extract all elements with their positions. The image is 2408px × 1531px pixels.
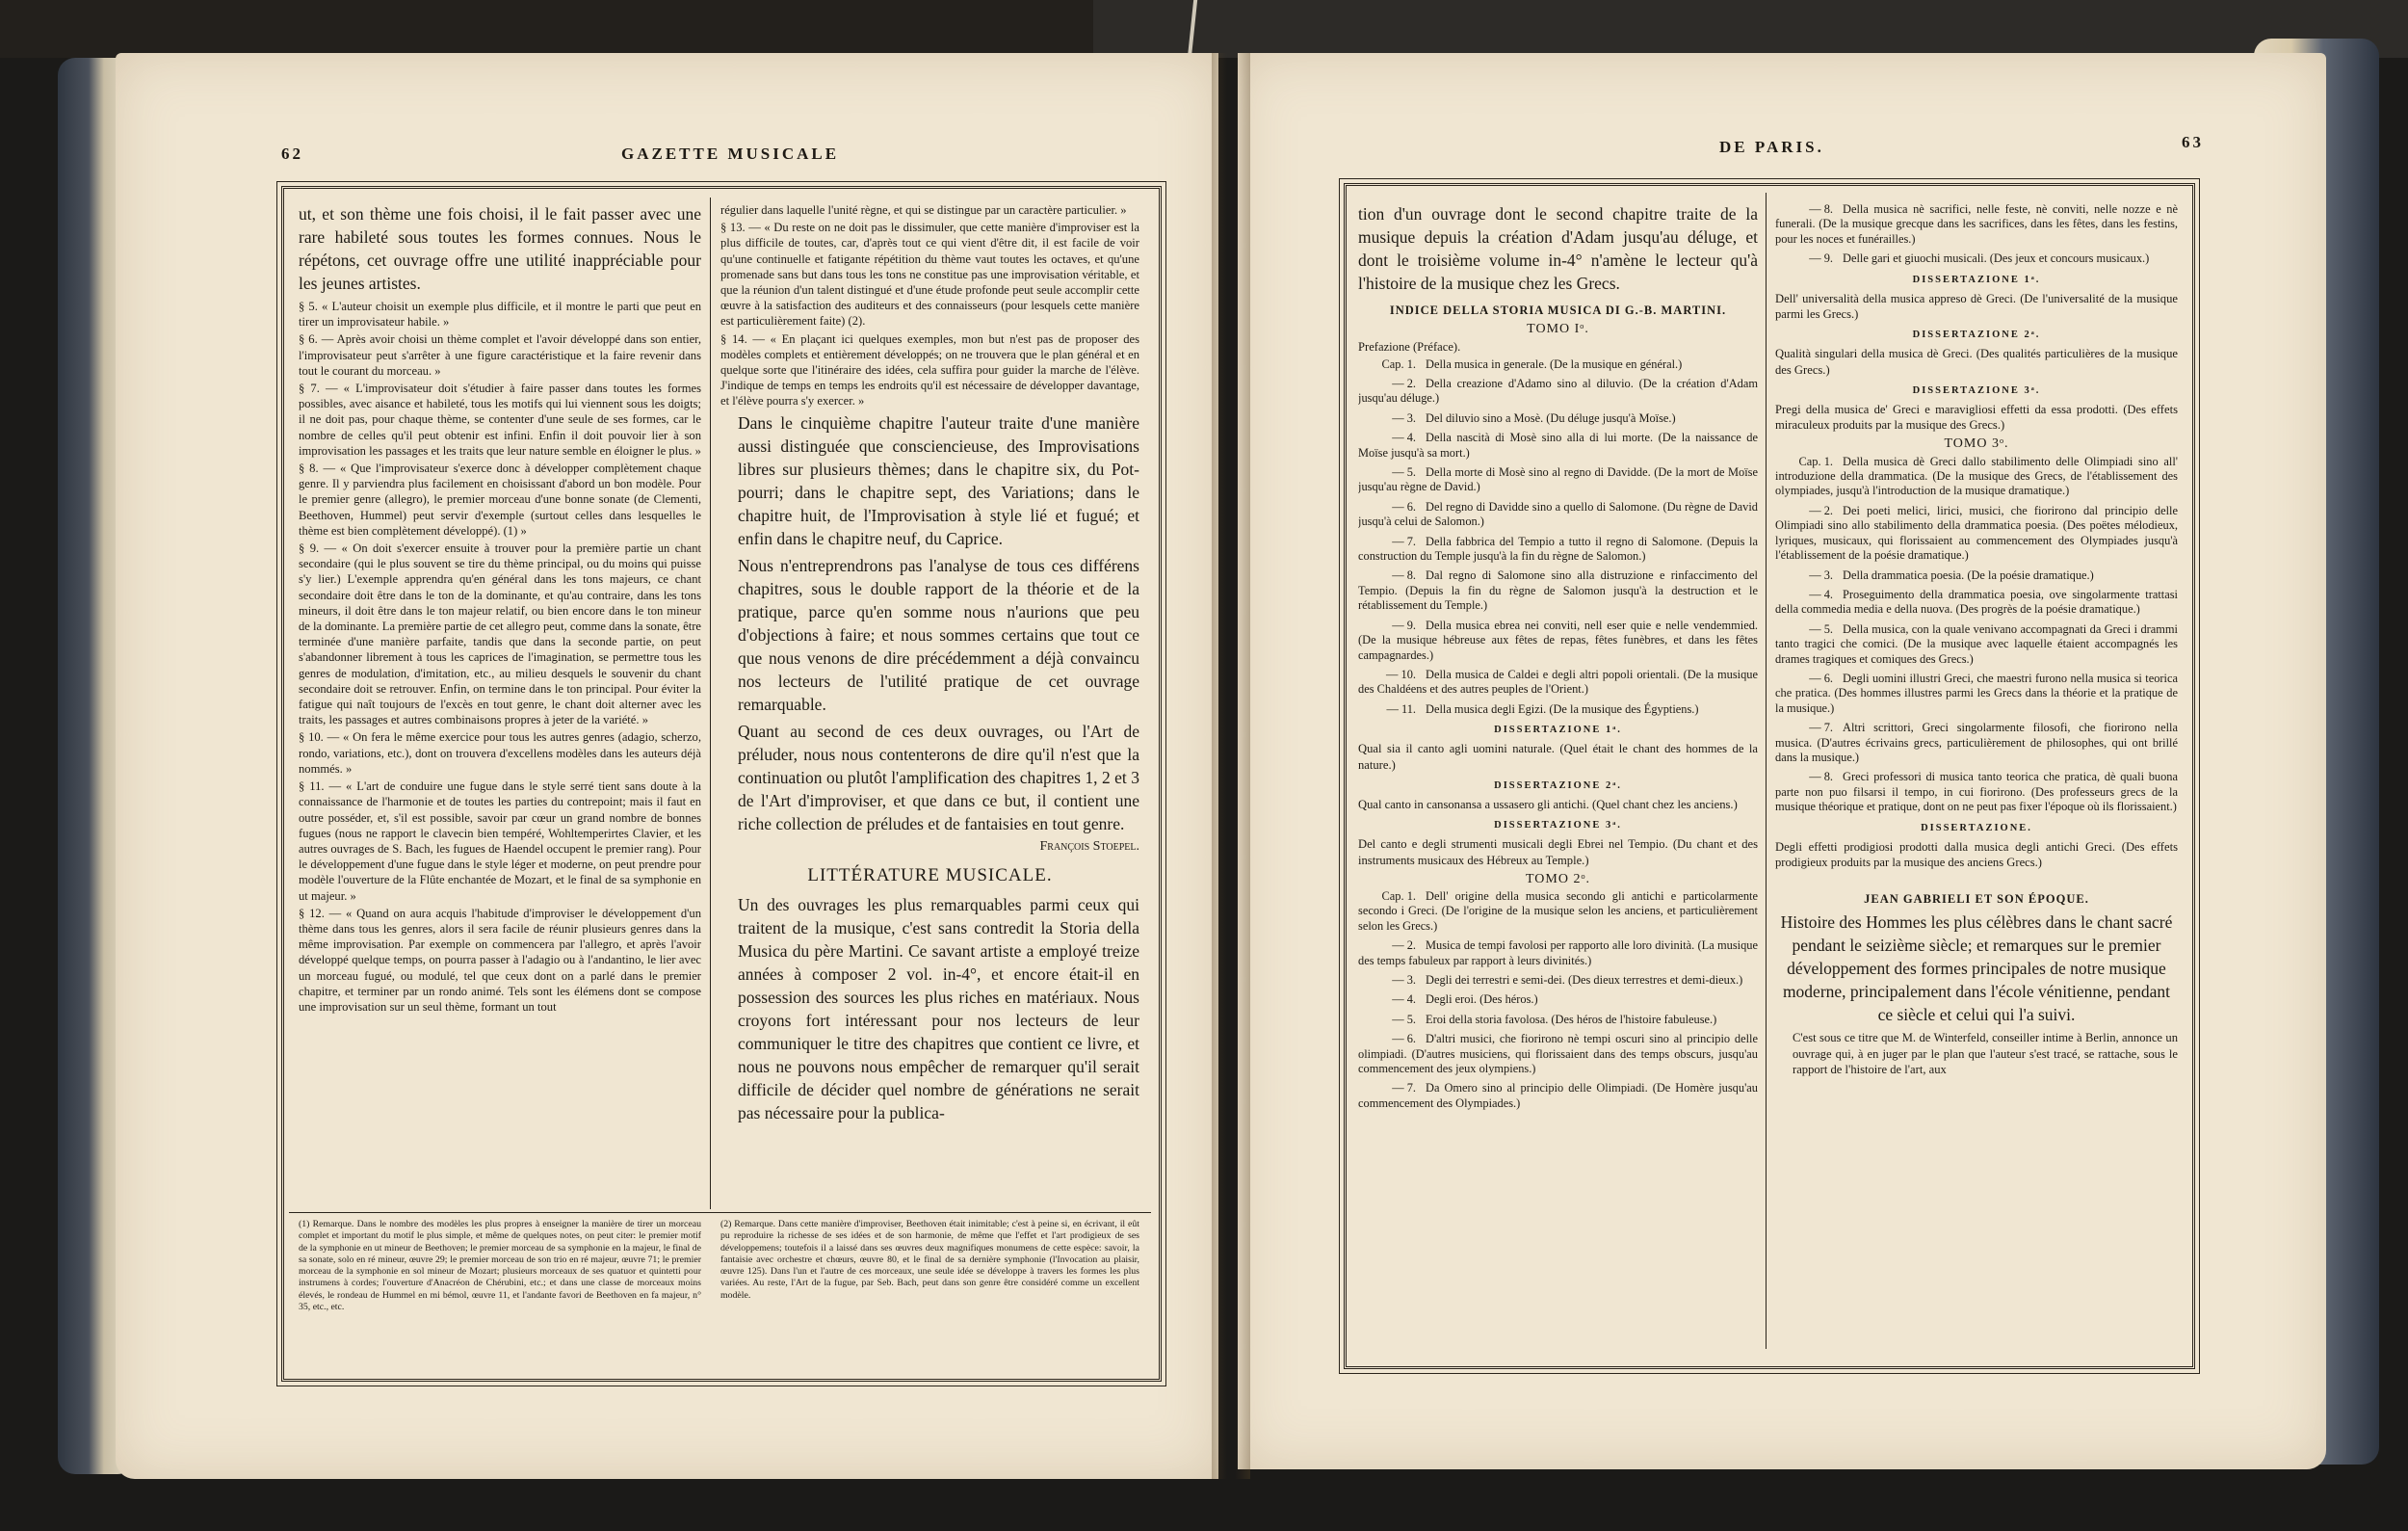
paragraph: Dans le cinquième chapitre l'auteur traite d'une manière aussi distinguée que consciencieuse, des Improvisations libres sur plusieurs thèmes; dans le chapitre six, du Pot-pourri; dans le chapitre sept, des Variations; dans le chapitre huit, de l'Improvisation à style lié et fugué; et enfin dans le chapitre neuf, du Caprice. bbox=[738, 412, 1139, 548]
entry-label: — 2. bbox=[1392, 938, 1416, 953]
index-entry bbox=[1358, 668, 1758, 698]
paragraph: Histoire des Hommes les plus célèbres dans le chant sacré pendant le seizième siècle; et remarques sur le premier développement des formes principales de notre musique moderne, principalement dans l'école vénitienne, pendant ce siècle et celui qui l'a suivi. bbox=[1780, 912, 2173, 1025]
index-entry bbox=[1358, 619, 1758, 663]
entry-label: — 8. bbox=[1809, 202, 1833, 216]
entry-label: — 6. bbox=[1809, 671, 1833, 685]
paragraph: § 11. — « L'art de conduire une fugue dans le style serré tient sans doute à la connaissance de l'harmonie et de toutes les parties du contrepoint; mais il faut en outre posséder, et, s'il est possible, savoir par cœur un grand nombre de bonnes fugues (nous ne rapport le clavecin bien tempéré, Wohltemperirtes Clavier, et les autres ouvrages de S. Bach, les fugues de Haendel occupent le premier rang). Pour le développement d'une fugue dans le style léger et moderne, on peut prendre pour modèle l'ouverture de la Flûte enchantée de Mozart, et le final de sa symphonie en ut majeur. » bbox=[299, 779, 701, 903]
paragraph: § 12. — « Quand on aura acquis l'habitude d'improviser le développement d'un thème dans tous les genres, alors il sera facile de réunir plusieurs genres dans la même improvisation. Par exemple on commencera par l'allegro, et après l'avoir développé quelque temps, on pourra passer à l'adagio ou à l'andantino, le lier avec un morceau fugué, ou modulé, tel que ceux dont on a parlé dans le premier chapitre, et terminer par un rondo animé. Tels sont les élémens dont se compose une improvisation sur un seul thème, formant un tout bbox=[299, 906, 701, 1014]
entry-text: Del diluvio sino a Mosè. (Du déluge jusqu'à Moïse.) bbox=[1426, 410, 1676, 425]
right-page-number: 63 bbox=[2182, 133, 2204, 151]
entry-text: Della musica dè Greci dallo stabilimento delle Olimpiadi sino all' introduzione della drammatica. (De la musique des Grecs, de l'établissement des olympiades, jusqu'à l'introduction de la musique dramatique.) bbox=[1775, 454, 2178, 498]
dissertazione-heading: DISSERTAZIONE 2ᵃ. bbox=[1912, 330, 2041, 341]
entry-text: Della musica ebrea nei conviti, nell eser quie e nelle vendemmied. (De la musique hébreuse aux fêtes de repas, fêtes funèbres, et dans les fêtes campagnardes.) bbox=[1358, 618, 1758, 662]
entry-text: Della morte di Mosè sino al regno di Davidde. (De la mort de Moïse jusqu'au règne de David.) bbox=[1358, 465, 1758, 494]
dissertazione-text: Qual canto in cansonansa a ussasero gli antichi. (Quel chant chez les anciens.) bbox=[1358, 797, 1738, 811]
right-column-1 bbox=[1358, 202, 1758, 1354]
left-page-number: 62 bbox=[281, 145, 303, 163]
entry-label: — 4. bbox=[1809, 587, 1833, 601]
paragraph: Un des ouvrages les plus remarquables parmi ceux qui traitent de la musique, c'est sans contredit la Storia della Musica du père Martini. Ce savant artiste a employé treize années à composer 2 vol. in-4°, et encore était-il en possession des sources les plus riches en matériaux. Nous croyons fort intéressant pour nos lecteurs de leur communiquer le titre des chapitres que contient ce livre, et nous ne pouvons nous empêcher de remarquer qu'il serait difficile de décider quel nombre de générations ne serait pas nécessaire pour la publica- bbox=[738, 895, 1139, 1123]
left-column-2 bbox=[720, 202, 1139, 1204]
index-entry bbox=[1775, 568, 2178, 583]
book-gutter bbox=[1212, 53, 1250, 1479]
paragraph: § 9. — « On doit s'exercer ensuite à trouver pour la première partie un chant secondaire (qui le plus souvent se tire du thème principal, ou du moins qui puisse s'y lier.) L'exemple apprendra qu'en général dans les tons majeurs, ce chant secondaire doit être dans le ton de la dominante, et qu'au contraire, dans les tons mineurs, il doit être dans le ton majeur relatif, ou bien encore dans le ton mineur de la dominante. La première partie de cet allegro peut, comme dans la sonate, être terminée d'une manière parfaite, tandis que dans la seconde partie, on peut s'abandonner librement à tous les caprices de l'imagination, se permettre tous les genres de modulation, d'imitation, etc., au milieu desquels le souvenir du chant secondaire doit se retrouver. Enfin, on termine dans le ton principal. Pour éviter la fatigue qui naît toujours de l'excès en tout genre, le chant doit alterner avec les traits, les passages et autres combinaisons propres à jeter de la variété. » bbox=[299, 541, 701, 727]
right-col1-lead: tion d'un ouvrage dont le second chapitre traite de la musique depuis la création d'Adam jusqu'au déluge, et dont le troisième volume in-4° n'amène le lecteur qu'à l'histoire de la musique chez les Grecs. bbox=[1358, 204, 1758, 293]
left-footnote-1 bbox=[299, 1219, 701, 1339]
index-entry bbox=[1775, 588, 2178, 618]
index-entry bbox=[1775, 672, 2178, 716]
index-entry bbox=[1358, 377, 1758, 407]
section-title-litterature: LITTÉRATURE MUSICALE. bbox=[807, 864, 1053, 885]
entry-text: Degli eroi. (Des héros.) bbox=[1426, 992, 1538, 1007]
right-column-2 bbox=[1775, 202, 2178, 1354]
dark-backdrop-right bbox=[1093, 0, 2408, 58]
index-entry bbox=[1358, 973, 1758, 988]
dissertazione-heading: DISSERTAZIONE 1ᵃ. bbox=[1494, 725, 1622, 736]
left-running-head: GAZETTE MUSICALE bbox=[621, 145, 840, 163]
index-entry bbox=[1775, 721, 2178, 765]
tomo-heading: TOMO Iᵒ. bbox=[1527, 322, 1589, 337]
tomo-heading: TOMO 3ᵒ. bbox=[1944, 436, 2009, 452]
entry-label: Cap. 1. bbox=[1798, 454, 1833, 468]
entry-text: Della musica de Caldei e degli altri popoli orientali. (De la musique des Chaldéens et des autres peuples de l'Orient.) bbox=[1358, 667, 1758, 697]
index-entry bbox=[1358, 1032, 1758, 1076]
entry-label: — 2. bbox=[1809, 503, 1833, 517]
entry-text: Dell' origine della musica secondo gli antichi e particolarmente secondo i Greci. (De l'origine de la musique selon les anciens, et particulièrement selon les Grecs.) bbox=[1358, 888, 1758, 933]
dissertazione-text: Qualità singulari della musica dè Greci. (Des qualités particulières de la musique des Grecs.) bbox=[1775, 347, 2178, 377]
entry-text: Della musica degli Egizi. (De la musique des Égyptiens.) bbox=[1426, 701, 1699, 716]
entry-label: — 6. bbox=[1392, 499, 1416, 514]
dissertazione-text: Qual sia il canto agli uomini naturale. (Quel était le chant des hommes de la nature.) bbox=[1358, 742, 1758, 772]
dissertazione-text: Del canto e degli strumenti musicali degli Ebrei nel Tempio. (Du chant et des instruments musicaux des Hébreux au Temple.) bbox=[1358, 837, 1758, 867]
entry-label: — 5. bbox=[1392, 1012, 1416, 1026]
entry-text: Della creazione d'Adamo sino al diluvio. (De la création d'Adam jusqu'au déluge.) bbox=[1358, 377, 1758, 406]
entry-text: Eroi della storia favolosa. (Des héros de l'histoire fabuleuse.) bbox=[1426, 1012, 1717, 1026]
entry-label: — 9. bbox=[1392, 618, 1416, 632]
entry-text: Della fabbrica del Tempio a tutto il regno di Salomone. (Depuis la construction du Temple jusqu'à la fin du règne de Salomon.) bbox=[1358, 534, 1758, 564]
index-entry bbox=[1775, 455, 2178, 499]
entry-text: Della drammatica poesia. (De la poésie dramatique.) bbox=[1843, 568, 2094, 582]
paragraph: § 10. — « On fera le même exercice pour tous les autres genres (adagio, scherzo, rondo, variations, etc.), dont on trouvera d'excellens modèles dans les auteurs déjà nommés. » bbox=[299, 730, 701, 776]
entry-text: Proseguimento della drammatica poesia, ove singolarmente trattasi della commedia media e della nuova. (Des progrès de la poésie dramatique.) bbox=[1775, 587, 2178, 617]
entry-text: Dei poeti melici, lirici, musici, che fiorirono dal principio delle Olimpiadi sino allo stabilimento della drammatica poesia. (Des poëtes mélodieux, lyriques, musicaux, qui florissaient au commencement des Olympiades jusqu'à l'établissement de la poésie dramatique.) bbox=[1775, 503, 2178, 563]
entry-label: — 8. bbox=[1809, 770, 1833, 784]
right-column-divider bbox=[1766, 193, 1767, 1349]
paragraph: § 14. — « En plaçant ici quelques exemples, mon but n'est pas de proposer des modèles complets et entièrement développés; on ne trouvera que le plan général et en quelque sorte que l'itinéraire des idées, cela suffira pour guider la marche de l'élève. J'indique de temps en temps les endroits qu'il est nécessaire de développer davantage, et l'élève pourra s'y exercer. » bbox=[720, 331, 1139, 409]
index-entry bbox=[1358, 357, 1758, 372]
paragraph: § 5. « L'auteur choisit un exemple plus difficile, et il montre le parti que peut en tirer un improvisateur habile. » bbox=[299, 300, 701, 330]
entry-text: Musica de tempi favolosi per rapporto alle loro divinità. (La musique des temps fabuleux par rapport à leurs divinités.) bbox=[1358, 938, 1758, 967]
entry-text: Del regno di Davidde sino a quello di Salomone. (Du règne de David jusqu'à celui de Salomon.) bbox=[1358, 499, 1758, 529]
entry-label: — 5. bbox=[1809, 621, 1833, 636]
paragraph: régulier dans laquelle l'unité règne, et qui se distingue par un caractère particulier. » bbox=[720, 203, 1127, 217]
left-column-divider bbox=[710, 198, 711, 1209]
entry-label: — 6. bbox=[1392, 1032, 1416, 1046]
entry-text: Delle gari et giuochi musicali. (Des jeux et concours musicaux.) bbox=[1843, 251, 2150, 266]
footnote: (2) Remarque. Dans cette manière d'improviser, Beethoven était inimitable; c'est à peine si, en écrivant, il eût pu reproduire la richesse de ses idées et de son harmonie, de même que l'effet et l'art prodigieux de ses développemens; toutefois il a laissé dans ses œuvres deux magnifiques monumens de cette espèce: savoir, la fantaisie avec orchestre et chœurs, œuvre 80, et le final de sa dernière symphonie (l'Invocation au plaisir, œuvre 125). Dans l'un et l'autre de ces morceaux, une seule idée se développe à travers les formes les plus variées. Au reste, l'Art de la fugue, par Seb. Bach, peut dans son genre être considéré comme un excellent modèle. bbox=[720, 1219, 1139, 1301]
entry-text: Della musica in generale. (De la musique en général.) bbox=[1426, 356, 1683, 371]
entry-label: — 3. bbox=[1392, 973, 1416, 987]
dissertazione-text: Degli effetti prodigiosi prodotti dalla musica degli antichi Greci. (Des effets prodigieux produits par la musique des anciens Grecs.) bbox=[1775, 839, 2178, 869]
entry-text: D'altri musici, che fiorirono nè tempi oscuri sino al principio delle olimpiadi. (D'autres musiciens, qui florissaient dans des temps obscurs, jusqu'au commencement des jeux olympiens.) bbox=[1358, 1032, 1758, 1076]
signature: François Stoepel. bbox=[1039, 838, 1139, 854]
dissertazione-heading: DISSERTAZIONE 2ᵃ. bbox=[1494, 779, 1622, 791]
tomo-heading: TOMO 2ᵒ. bbox=[1525, 871, 1590, 886]
dark-backdrop-left bbox=[0, 0, 1093, 58]
dissertazione-heading: DISSERTAZIONE 3ᵃ. bbox=[1912, 384, 2041, 396]
entry-text: Della musica, con la quale venivano accompagnati da Greci i drammi tanto tragici che comici. (De la musique avec laquelle étaient accompagnés les drames tragiques et comiques des Grecs.) bbox=[1775, 621, 2178, 666]
entry-label: — 7. bbox=[1392, 1081, 1416, 1095]
index-entry bbox=[1358, 702, 1758, 717]
index-entry bbox=[1358, 1081, 1758, 1111]
paragraph: C'est sous ce titre que M. de Winterfeld, conseiller intime à Berlin, annonce un ouvrage qui, à en juger par le plan que l'auteur s'est tracé, se rattache, sous le rapport de l'histoire de l'art, aux bbox=[1793, 1031, 2178, 1076]
entry-label: — 7. bbox=[1809, 721, 1833, 735]
index-title: INDICE DELLA STORIA MUSICA DI G.-B. MARTINI. bbox=[1389, 304, 1727, 317]
entry-text: Degli dei terrestri e semi-dei. (Des dieux terrestres et demi-dieux.) bbox=[1426, 973, 1743, 987]
dissertazione-heading: DISSERTAZIONE 1ᵃ. bbox=[1912, 274, 2041, 285]
entry-text: Dal regno di Salomone sino alla distruzione e rinfaccimento del Tempio. (Depuis la fin du règne de Salomon jusqu'à la destruction et le rétablissement du Temple.) bbox=[1358, 568, 1758, 613]
entry-text: Degli uomini illustri Greci, che maestri furono nella musica si teorica che pratica. (Des hommes illustres parmi les Grecs dans la théorie et la pratique de la musique.) bbox=[1775, 671, 2178, 715]
index-entry bbox=[1358, 992, 1758, 1007]
entry-label: — 7. bbox=[1392, 534, 1416, 548]
index-entry bbox=[1775, 202, 2178, 247]
index-entry bbox=[1358, 535, 1758, 565]
section-title-gabrieli: JEAN GABRIELI ET SON ÉPOQUE. bbox=[1864, 892, 2089, 907]
paragraph: § 7. — « L'improvisateur doit s'étudier à faire passer dans toutes les formes possibles, avec aisance et habileté, tous les motifs qui lui viennent sous les doigts; il ne doit pas, pour chaque thème, se contenter d'une seule de ses formes, car le nombre de celles qu'il peut obtenir est infini. Enfin il doit pouvoir lier à son improvisation les passages et les traits que leur nature semble en éloigner le plus. » bbox=[299, 382, 701, 458]
entry-label: — 3. bbox=[1809, 568, 1833, 582]
dissertazione-text: Dell' universalità della musica appreso dè Greci. (De l'universalité de la musique parmi les Grecs.) bbox=[1775, 291, 2178, 322]
entry-label: — 4. bbox=[1392, 992, 1416, 1007]
index-entry bbox=[1775, 504, 2178, 564]
paragraph: § 8. — « Que l'improvisateur s'exerce donc à développer complètement chaque genre. Il y parviendra plus facilement en choisissant d'abord un bon modèle. Pour le premier genre (allegro), le premier morceau d'une bonne sonate (de Clementi, Beethoven, Hummel) peut servir d'exemple (surtout celles dans lesquelles le thème est bien complètement développé). (1) » bbox=[299, 462, 701, 538]
paragraph: Nous n'entreprendrons pas l'analyse de tous ces différens chapitres, sous le double rapport de la théorie et de la pratique, parce qu'en somme nous n'aurions que peu d'objections à faire; et nous sommes certains que tout ce que nous venons de dire précédemment a déjà convaincu nos lecteurs de l'utilité pratique de cet ouvrage remarquable. bbox=[738, 555, 1139, 714]
index-entry bbox=[1358, 938, 1758, 968]
entry-label: — 3. bbox=[1392, 410, 1416, 425]
index-entry bbox=[1775, 770, 2178, 814]
dissertazione-text: Pregi della musica de' Greci e maravigliosi effetti da essa prodotti. (Des effets miraculeux produits par la musique des Grecs.) bbox=[1775, 403, 2178, 433]
index-entry bbox=[1775, 251, 2178, 266]
index-entry bbox=[1358, 465, 1758, 495]
entry-label: — 9. bbox=[1809, 251, 1833, 266]
entry-label: — 5. bbox=[1392, 465, 1416, 480]
index-entry bbox=[1358, 568, 1758, 613]
entry-label: — 4. bbox=[1392, 431, 1416, 445]
paragraph: Quant au second de ces deux ouvrages, ou l'Art de préluder, nous nous contenterons de dire qu'il n'est que la continuation ou plutôt l'amplification des chapitres 1, 2 et 3 de l'Art d'improviser, et que dans ce but, il contient une riche collection de préludes et de fantaisies en tout genre. bbox=[738, 721, 1139, 833]
entry-label: Cap. 1. bbox=[1381, 356, 1416, 371]
entry-text: Da Omero sino al principio delle Olimpiadi. (De Homère jusqu'au commencement des Olympiades.) bbox=[1358, 1081, 1758, 1110]
entry-label: — 10. bbox=[1386, 667, 1416, 681]
dissertazione-heading: DISSERTAZIONE 3ᵃ. bbox=[1494, 820, 1622, 831]
right-running-head: DE PARIS. bbox=[1719, 138, 1824, 156]
left-column-1 bbox=[299, 202, 701, 1204]
index-entry bbox=[1775, 622, 2178, 667]
index-entry bbox=[1358, 500, 1758, 530]
index-entry bbox=[1358, 411, 1758, 426]
entry-text: Greci professori di musica tanto teorica che pratica, dè quali buona parte non puo filsarsi il tempo, in cui fiorirono. (Des professeurs grecs de la musique théorique et pratique, dont on ne peut pas fixer l'époque où ils florissaient.) bbox=[1775, 770, 2178, 814]
paragraph: § 13. — « Du reste on ne doit pas le dissimuler, que cette manière d'improviser est la plus difficile de toutes, car, d'après tout ce qui vient d'être dit, il est facile de voir qu'une continuelle et fatigante répétition du thème vaut toutes les octaves, et qu'une promenade sans but dans tous les tons ne constitue pas une improvisation véritable, et que la réunion d'un talent distingué et d'une étude profonde peut seule accomplir cette œuvre à la satisfaction des auditeurs et des connaisseurs (pour lesquels cette manière est particulièrement faite) (2). bbox=[720, 221, 1139, 329]
dissertazione-heading: DISSERTAZIONE. bbox=[1921, 822, 2032, 833]
left-footnote-rule bbox=[289, 1212, 1151, 1213]
footnote: (1) Remarque. Dans le nombre des modèles les plus propres à enseigner la manière de tirer un morceau complet et important du motif le plus simple, et même de quelques notes, on peut citer: le premier motif de la symphonie en ut mineur de Beethoven; le premier morceau de sa symphonie en la majeur, le final de sa sonate, solo en ré mineur, œuvre 29; le premier morceau de son trio en ré majeur, œuvre 71; le premier morceau de la symphonie en sol mineur de Mozart; plusieurs morceaux de ses quatuor et quintetti pour instrumens à cordes; l'ouverture d'Anacréon de Chérubini, etc.; et dans une classe de morceaux moins élevés, le rondeau de Hummel en mi bémol, œuvre 11, et l'andante favori de Beethoven en fa majeur, n° 35, etc., etc. bbox=[299, 1219, 701, 1313]
entry-text: Della nascità di Mosè sino alla di lui morte. (De la naissance de Moïse jusqu'à sa mort.) bbox=[1358, 431, 1758, 460]
paragraph: § 6. — Après avoir choisi un thème complet et l'avoir développé dans son entier, l'improvisateur peut s'arrêter à une figure caractéristique et la faire revenir dans tout le courant du morceau. » bbox=[299, 332, 701, 378]
entry-label: — 11. bbox=[1386, 701, 1416, 716]
entry-label: Cap. 1. bbox=[1381, 888, 1416, 903]
prefazione: Prefazione (Préface). bbox=[1358, 340, 1461, 355]
index-entry bbox=[1358, 431, 1758, 461]
entry-text: Della musica nè sacrifici, nelle feste, nè conviti, nelle nozze e nè funerali. (De la musique grecque dans les sacrifices, dans les fêtes, dans les festins, pour les noces et funérailles.) bbox=[1775, 202, 2178, 246]
left-footnote-2 bbox=[720, 1219, 1139, 1339]
index-entry bbox=[1358, 889, 1758, 934]
index-entry bbox=[1358, 1013, 1758, 1027]
entry-label: — 2. bbox=[1392, 377, 1416, 391]
entry-label: — 8. bbox=[1392, 568, 1416, 583]
entry-text: Altri scrittori, Greci singolarmente filosofi, che fiorirono nella musica. (D'autres écrivains grecs, particulièrement de philosophes, qui ont brillé dans la musique.) bbox=[1775, 721, 2178, 764]
left-col1-lead: ut, et son thème une fois choisi, il le fait passer avec une rare habileté sous toutes les formes connues. Nous le répétons, cet ouvrage offre une utilité inappréciable pour les jeunes artistes. bbox=[299, 204, 701, 293]
